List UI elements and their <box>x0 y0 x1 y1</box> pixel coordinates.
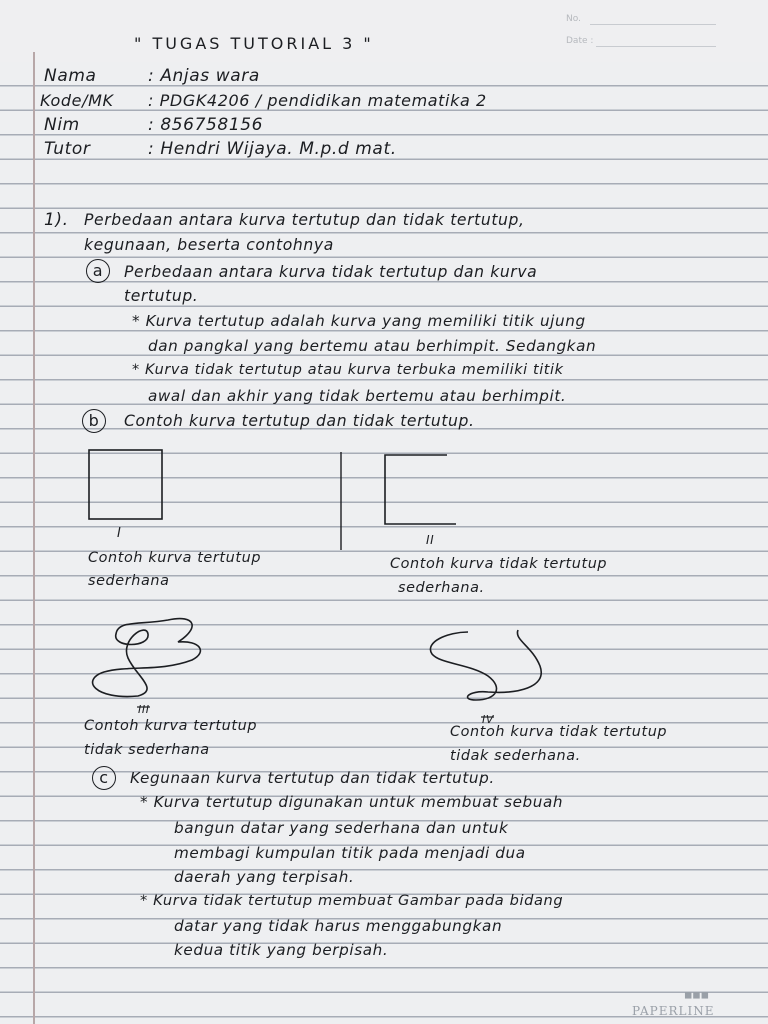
part-a-bullet-1-line-1: * Kurva tertutup adalah kurva yang memiliki titik ujung <box>132 312 586 330</box>
part-a-bullet-2-line-2: awal dan akhir yang tidak bertemu atau berhimpit. <box>148 387 567 405</box>
question-line-1: Perbedaan antara kurva tertutup dan tidak tertutup, <box>84 211 525 229</box>
figure-2-caption-2: sederhana. <box>398 580 485 596</box>
question-line-2: kegunaan, beserta contohnya <box>84 236 334 254</box>
open-bracket-curve <box>385 455 456 524</box>
closed-complex-curve <box>93 619 201 697</box>
figure-1-caption-1: Contoh kurva tertutup <box>88 550 262 566</box>
part-c-bullet-1-line-2: bangun datar yang sederhana dan untuk <box>174 819 509 837</box>
figure-3-caption-2: tidak sederhana <box>84 742 210 758</box>
identity-value-kode: : PDGK4206 / pendidikan matematika 2 <box>148 91 487 110</box>
date-label: Date : <box>566 36 594 46</box>
figure-4-caption-1: Contoh kurva tidak tertutup <box>450 724 668 740</box>
figure-3-caption-1: Contoh kurva tertutup <box>84 718 258 734</box>
part-a-line-1: Perbedaan antara kurva tidak tertutup dan kurva <box>124 263 538 281</box>
part-a-marker: a <box>86 259 110 283</box>
figure-4-numeral: IV <box>482 713 494 726</box>
brand-logo-icon: ◼◼◼ <box>684 990 709 1001</box>
part-c-heading <box>92 766 120 790</box>
figure-3-numeral: III <box>138 703 150 716</box>
no-label: No. <box>566 14 581 24</box>
part-a-line-2: tertutup. <box>124 287 199 305</box>
identity-label-nim: Nim <box>44 115 80 135</box>
identity-label-tutor: Tutor <box>44 139 91 159</box>
part-b-marker: b <box>82 409 106 433</box>
page-title: " TUGAS TUTORIAL 3 " <box>134 34 374 53</box>
figure-2-numeral: II <box>426 533 435 547</box>
part-a-bullet-2-line-1: * Kurva tidak tertutup atau kurva terbuka memiliki titik <box>132 362 564 378</box>
figure-1-numeral: I <box>117 526 122 541</box>
part-c-bullet-1-line-1: * Kurva tertutup digunakan untuk membuat sebuah <box>140 793 564 811</box>
identity-label-kode: Kode/MK <box>40 91 114 110</box>
part-c-bullet-2-line-2: datar yang tidak harus menggabungkan <box>174 917 503 935</box>
figure-1-caption-2: sederhana <box>88 573 170 589</box>
open-complex-curve <box>430 630 541 700</box>
part-c-bullet-2-line-1: * Kurva tidak tertutup membuat Gambar pada bidang <box>140 892 564 909</box>
identity-value-nim: : 856758156 <box>148 115 264 135</box>
identity-label-nama: Nama <box>44 66 97 86</box>
closed-square-curve <box>89 450 162 519</box>
identity-value-tutor: : Hendri Wijaya. M.p.d mat. <box>148 139 397 159</box>
part-c-line-1: Kegunaan kurva tertutup dan tidak tertutup. <box>130 769 495 787</box>
identity-value-nama: : Anjas wara <box>148 66 260 86</box>
brand-name: PAPERLINE <box>632 1004 715 1018</box>
part-c-bullet-1-line-4: daerah yang terpisah. <box>174 868 355 886</box>
figure-4-caption-2: tidak sederhana. <box>450 748 581 764</box>
part-c-marker: c <box>92 766 116 790</box>
figure-2-caption-1: Contoh kurva tidak tertutup <box>390 556 608 572</box>
part-b-line-1: Contoh kurva tertutup dan tidak tertutup. <box>124 412 475 430</box>
part-a-bullet-1-line-2: dan pangkal yang bertemu atau berhimpit. Sedangkan <box>148 337 597 355</box>
part-c-bullet-2-line-3: kedua titik yang berpisah. <box>174 941 389 959</box>
part-c-bullet-1-line-3: membagi kumpulan titik pada menjadi dua <box>174 844 526 862</box>
question-number: 1). <box>44 210 69 230</box>
